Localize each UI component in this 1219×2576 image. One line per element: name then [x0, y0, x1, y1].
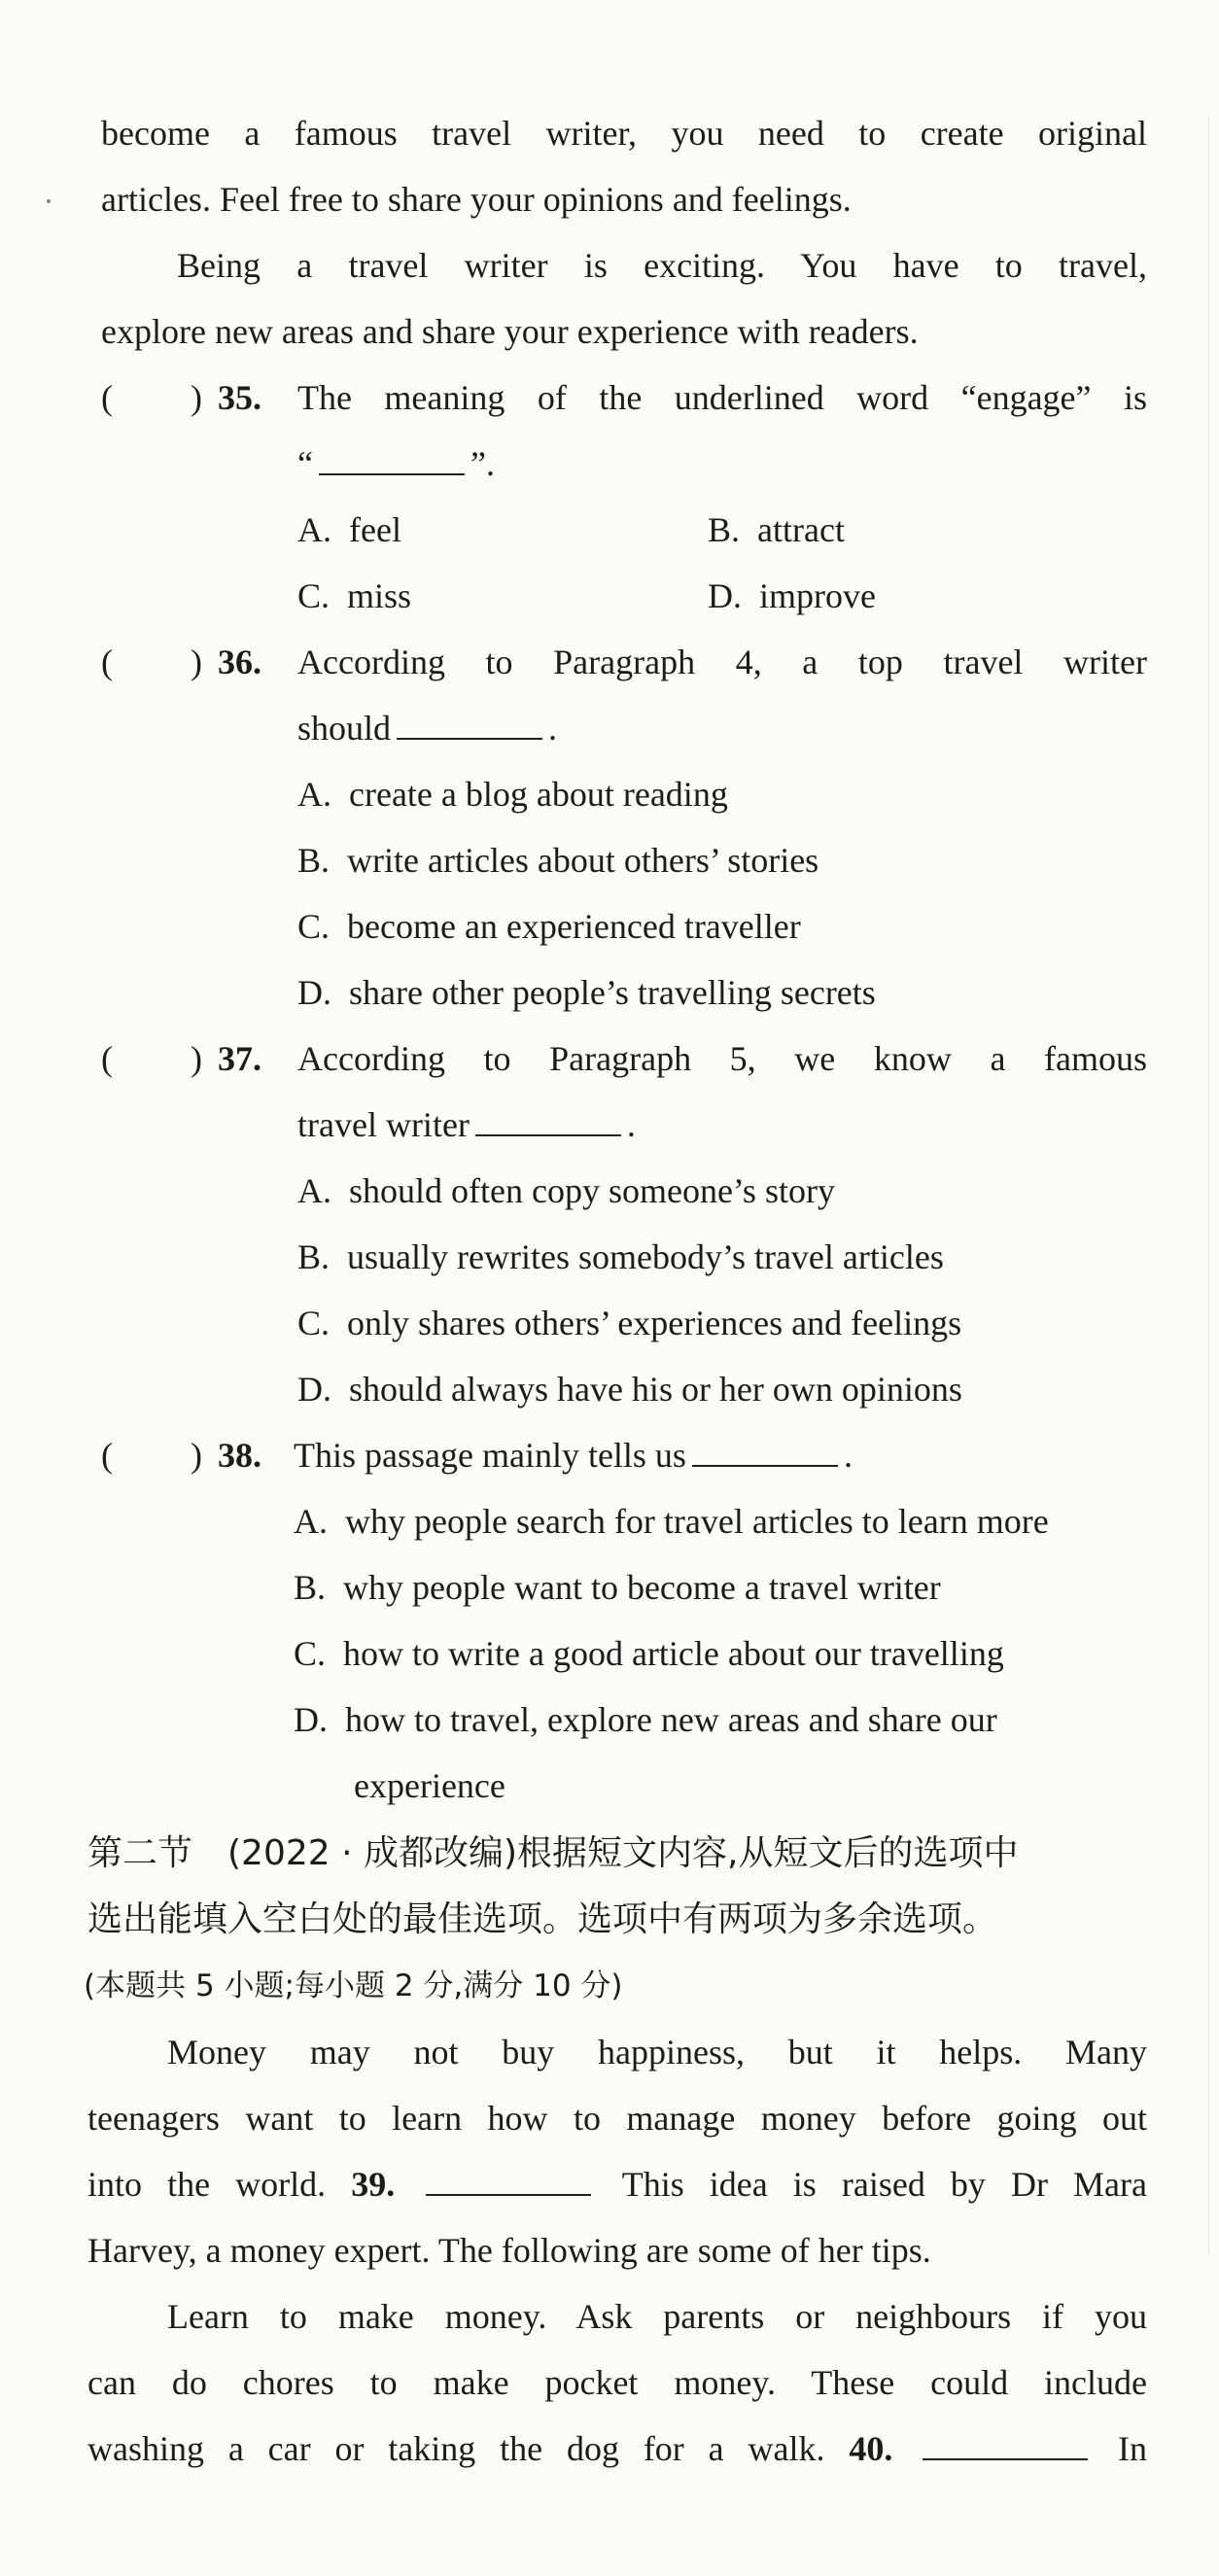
answer-blank	[923, 2429, 1088, 2460]
question-stem: This passage mainly tells us .	[294, 1436, 853, 1475]
question-stem: The meaning of the underlined word “engage” is	[297, 378, 1147, 417]
question-stem-blank	[297, 442, 495, 485]
option-a: A. create a blog about reading	[297, 775, 728, 814]
option-d-continued: experience	[354, 1766, 505, 1805]
question-stem: According to Paragraph 4, a top travel writer	[297, 643, 1147, 681]
option-b: B. write articles about others’ stories	[297, 841, 819, 880]
option-d: D. improve	[708, 576, 876, 615]
option-d: D. should always have his or her own opinions	[297, 1370, 962, 1409]
passage-line: Harvey, a money expert. The following are some of her tips.	[87, 2231, 931, 2270]
option-b: B. why people want to become a travel writer	[294, 1568, 941, 1607]
answer-paren-open: (	[101, 1039, 113, 1078]
passage-line: can do chores to make pocket money. These could include	[87, 2363, 1147, 2402]
passage-line: become a famous travel writer, you need to create original	[101, 114, 1147, 153]
passage-line: explore new areas and share your experience with readers.	[101, 312, 919, 351]
option-b: B. attract	[708, 510, 845, 549]
answer-blank	[426, 2165, 591, 2196]
section-scoring: (本题共 5 小题;每小题 2 分,满分 10 分)	[84, 1968, 623, 2003]
answer-paren-close: )	[191, 1436, 202, 1475]
answer-paren-close: )	[191, 1039, 202, 1078]
passage-line-with-blank: washing a car or taking the dog for a walk. 40. In	[87, 2429, 1148, 2468]
passage-line: teenagers want to learn how to manage money before going out	[87, 2099, 1147, 2138]
answer-paren-open: (	[101, 1436, 113, 1475]
margin-dot	[47, 199, 51, 203]
passage-line: articles. Feel free to share your opinions and feelings.	[101, 180, 852, 219]
option-a: A. feel	[297, 510, 401, 549]
option-a: A. should often copy someone’s story	[297, 1171, 835, 1210]
question-number: 35.	[218, 378, 261, 417]
section-heading: 第二节 (2022 · 成都改编)根据短文内容,从短文后的选项中	[87, 1833, 1019, 1873]
question-number: 37.	[218, 1039, 261, 1078]
passage-line-with-blank: into the world. 39. This idea is raised by Dr Mara	[87, 2165, 1148, 2204]
answer-blank	[397, 709, 542, 740]
answer-blank	[475, 1105, 621, 1136]
question-stem-blank: should .	[297, 709, 558, 748]
option-d: D. share other people’s travelling secrets	[297, 973, 876, 1012]
quote-open: “	[297, 444, 313, 483]
passage-line: Learn to make money. Ask parents or neighbours if you	[167, 2297, 1147, 2336]
option-d: D. how to travel, explore new areas and share our	[294, 1700, 997, 1739]
answer-paren-close: )	[191, 643, 202, 681]
answer-paren-close: )	[191, 378, 202, 417]
question-stem-blank: travel writer .	[297, 1105, 636, 1144]
option-c: C. only shares others’ experiences and feelings	[297, 1304, 962, 1342]
option-c: C. become an experienced traveller	[297, 907, 801, 946]
answer-paren-open: (	[101, 643, 113, 681]
passage-line: Money may not buy happiness, but it helps. Many	[167, 2033, 1147, 2071]
passage-line: Being a travel writer is exciting. You have to travel,	[177, 246, 1147, 285]
option-c: C. miss	[297, 576, 412, 615]
answer-blank	[692, 1436, 838, 1467]
option-c: C. how to write a good article about our travelling	[294, 1634, 1004, 1673]
option-b: B. usually rewrites somebody’s travel articles	[297, 1237, 944, 1276]
answer-blank	[319, 444, 465, 475]
page-edge	[1208, 117, 1219, 2255]
section-instructions: 选出能填入空白处的最佳选项。选项中有两项为多余选项。	[87, 1899, 998, 1939]
answer-paren-open: (	[101, 378, 113, 417]
quote-close: ”.	[470, 444, 495, 483]
question-number: 38.	[218, 1436, 261, 1475]
question-stem: According to Paragraph 5, we know a famous	[297, 1039, 1147, 1078]
question-number: 36.	[218, 643, 261, 681]
option-a: A. why people search for travel articles to learn more	[294, 1502, 1049, 1541]
